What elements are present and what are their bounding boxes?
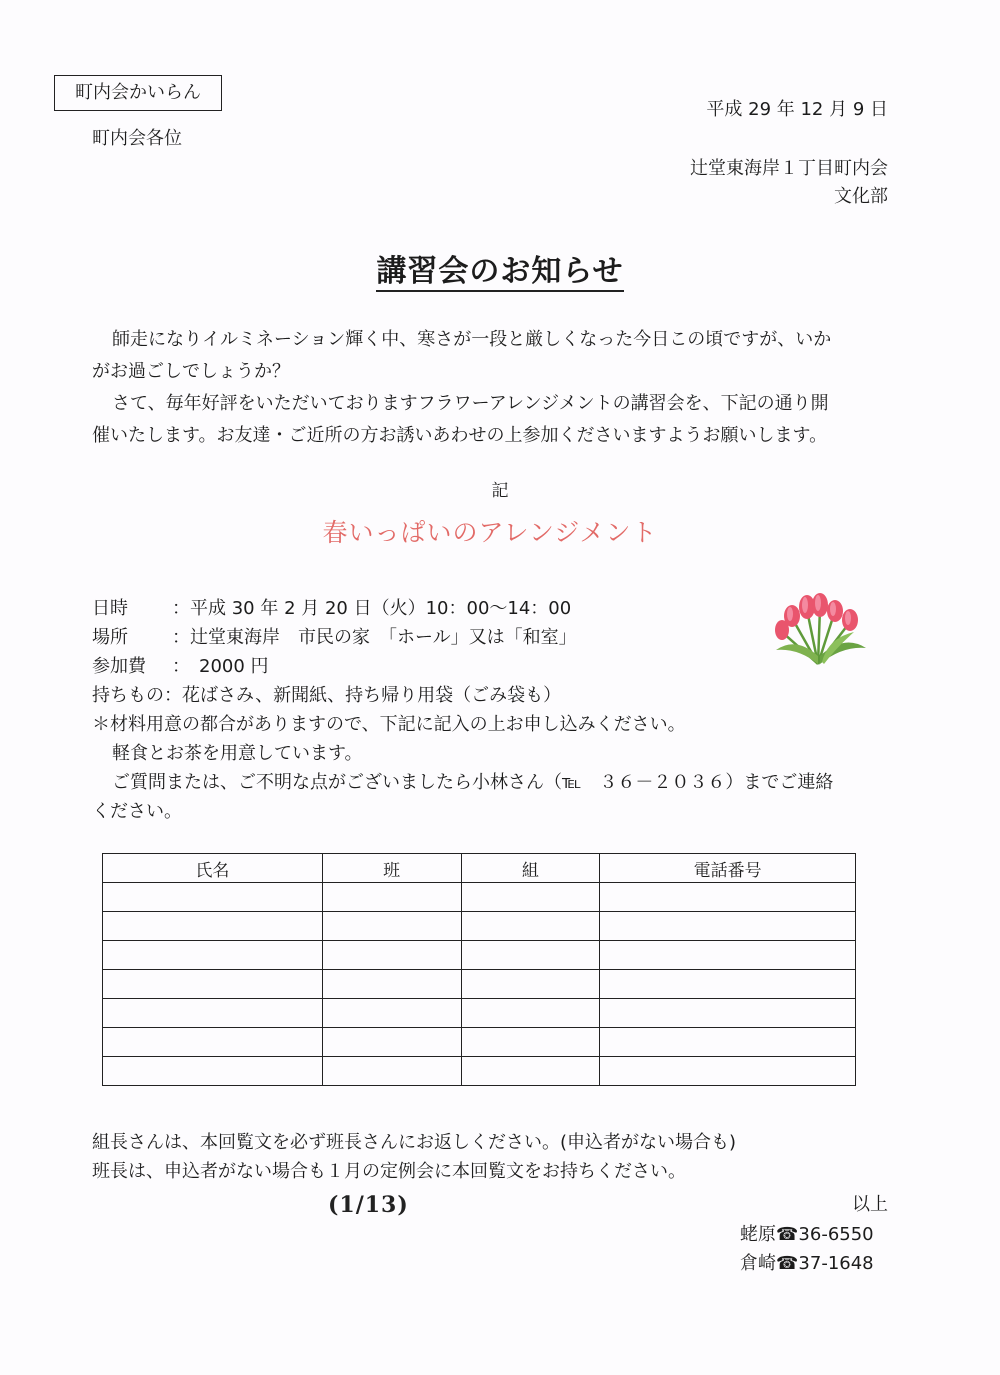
ki-marker: 記 (491, 481, 509, 501)
cell-kumi[interactable] (461, 1057, 600, 1086)
cell-phone[interactable] (600, 1028, 856, 1057)
application-table (102, 853, 856, 1086)
cell-han[interactable] (322, 883, 461, 912)
cell-name[interactable] (103, 941, 323, 970)
cell-kumi[interactable] (461, 912, 600, 941)
place-value: ：辻堂東海岸 市民の家 「ホール」又は「和室」 (172, 627, 577, 648)
header-phone: 電話番号 (600, 854, 856, 883)
note-materials: ＊材料用意の都合がありますので、下記に記入の上お申し込みください。 (92, 714, 686, 735)
cell-phone[interactable] (600, 999, 856, 1028)
detail-place (92, 623, 577, 649)
cell-phone[interactable] (600, 941, 856, 970)
header-han: 班 (322, 854, 461, 883)
header-kumi: 組 (461, 854, 600, 883)
footer-note-hancho: 班長は、申込者がない場合も１月の定例会に本回覧文をお持ちください。 (92, 1161, 686, 1182)
cell-han[interactable] (322, 912, 461, 941)
table-row (103, 1028, 856, 1057)
items-value: ：花ばさみ、新聞紙、持ち帰り用袋（ごみ袋も） (164, 685, 562, 706)
organization: 辻堂東海岸１丁目町内会 (690, 158, 888, 179)
table-row (103, 941, 856, 970)
fee-label: 参加費 (92, 656, 146, 677)
cell-phone[interactable] (600, 1057, 856, 1086)
cell-kumi[interactable] (461, 1028, 600, 1057)
table-header-row (103, 854, 856, 883)
cell-kumi[interactable] (461, 883, 600, 912)
cell-name[interactable] (103, 1057, 323, 1086)
circular-label-box: 町内会かいらん (54, 75, 222, 111)
contact-ebihara: 蛯原☎36-6550 (740, 1224, 874, 1245)
cell-name[interactable] (103, 999, 323, 1028)
cell-name[interactable] (103, 970, 323, 999)
cell-han[interactable] (322, 1057, 461, 1086)
handwritten-date: (1/13) (328, 1192, 409, 1218)
detail-datetime (92, 594, 571, 620)
note-contact: ご質問または、ご不明な点がございましたら小林さん（℡ ３６－２０３６）までご連絡 (112, 772, 834, 793)
tulip-bouquet-icon (762, 588, 874, 666)
cell-kumi[interactable] (461, 999, 600, 1028)
body-paragraph-1-line-2: がお過ごしでしょうか？ (92, 361, 290, 382)
cell-kumi[interactable] (461, 970, 600, 999)
body-paragraph-2-line-2: 催いたします。お友達・ご近所の方お誘いあわせの上参加くださいますようお願いします。 (92, 425, 828, 446)
contact-kurasaki: 倉崎☎37-1648 (740, 1253, 874, 1274)
table-row (103, 1057, 856, 1086)
note-refreshments: 軽食とお茶を用意しています。 (112, 743, 363, 764)
recipient: 町内会各位 (92, 128, 182, 149)
page-title (0, 246, 1000, 290)
datetime-label: 日時 (92, 598, 128, 619)
cell-name[interactable] (103, 912, 323, 941)
note-contact-cont: ください。 (92, 801, 182, 822)
place-label: 場所 (92, 627, 128, 648)
cell-phone[interactable] (600, 912, 856, 941)
cell-han[interactable] (322, 1028, 461, 1057)
cell-han[interactable] (322, 999, 461, 1028)
body-paragraph-2-line-1: さて、毎年好評をいただいておりますフラワーアレンジメントの講習会を、下記の通り開 (112, 393, 829, 414)
detail-fee (92, 652, 269, 678)
table-row (103, 912, 856, 941)
page-title-text: 講習会のお知らせ (376, 254, 623, 292)
table-row (103, 883, 856, 912)
detail-items (92, 681, 561, 707)
closing: 以上 (852, 1194, 888, 1215)
header-name: 氏名 (103, 854, 323, 883)
items-label: 持ちもの (92, 685, 164, 706)
cell-han[interactable] (322, 970, 461, 999)
cell-phone[interactable] (600, 883, 856, 912)
department: 文化部 (834, 186, 888, 207)
cell-phone[interactable] (600, 970, 856, 999)
issue-date: 平成 29 年 12 月 9 日 (706, 99, 888, 120)
fee-value: ： 2000 円 (172, 656, 269, 677)
datetime-value: ：平成 30 年 2 月 20 日（火）10：00～14：00 (172, 598, 572, 619)
cell-han[interactable] (322, 941, 461, 970)
event-subtitle: 春いっぱいのアレンジメント (322, 518, 658, 547)
cell-name[interactable] (103, 1028, 323, 1057)
table-row (103, 999, 856, 1028)
footer-note-kumicho: 組長さんは、本回覧文を必ず班長さんにお返しください。(申込者がない場合も) (92, 1132, 737, 1153)
cell-name[interactable] (103, 883, 323, 912)
table-row (103, 970, 856, 999)
body-paragraph-1-line-1: 師走になりイルミネーション輝く中、寒さが一段と厳しくなった今日この頃ですが、いか (112, 329, 832, 350)
cell-kumi[interactable] (461, 941, 600, 970)
